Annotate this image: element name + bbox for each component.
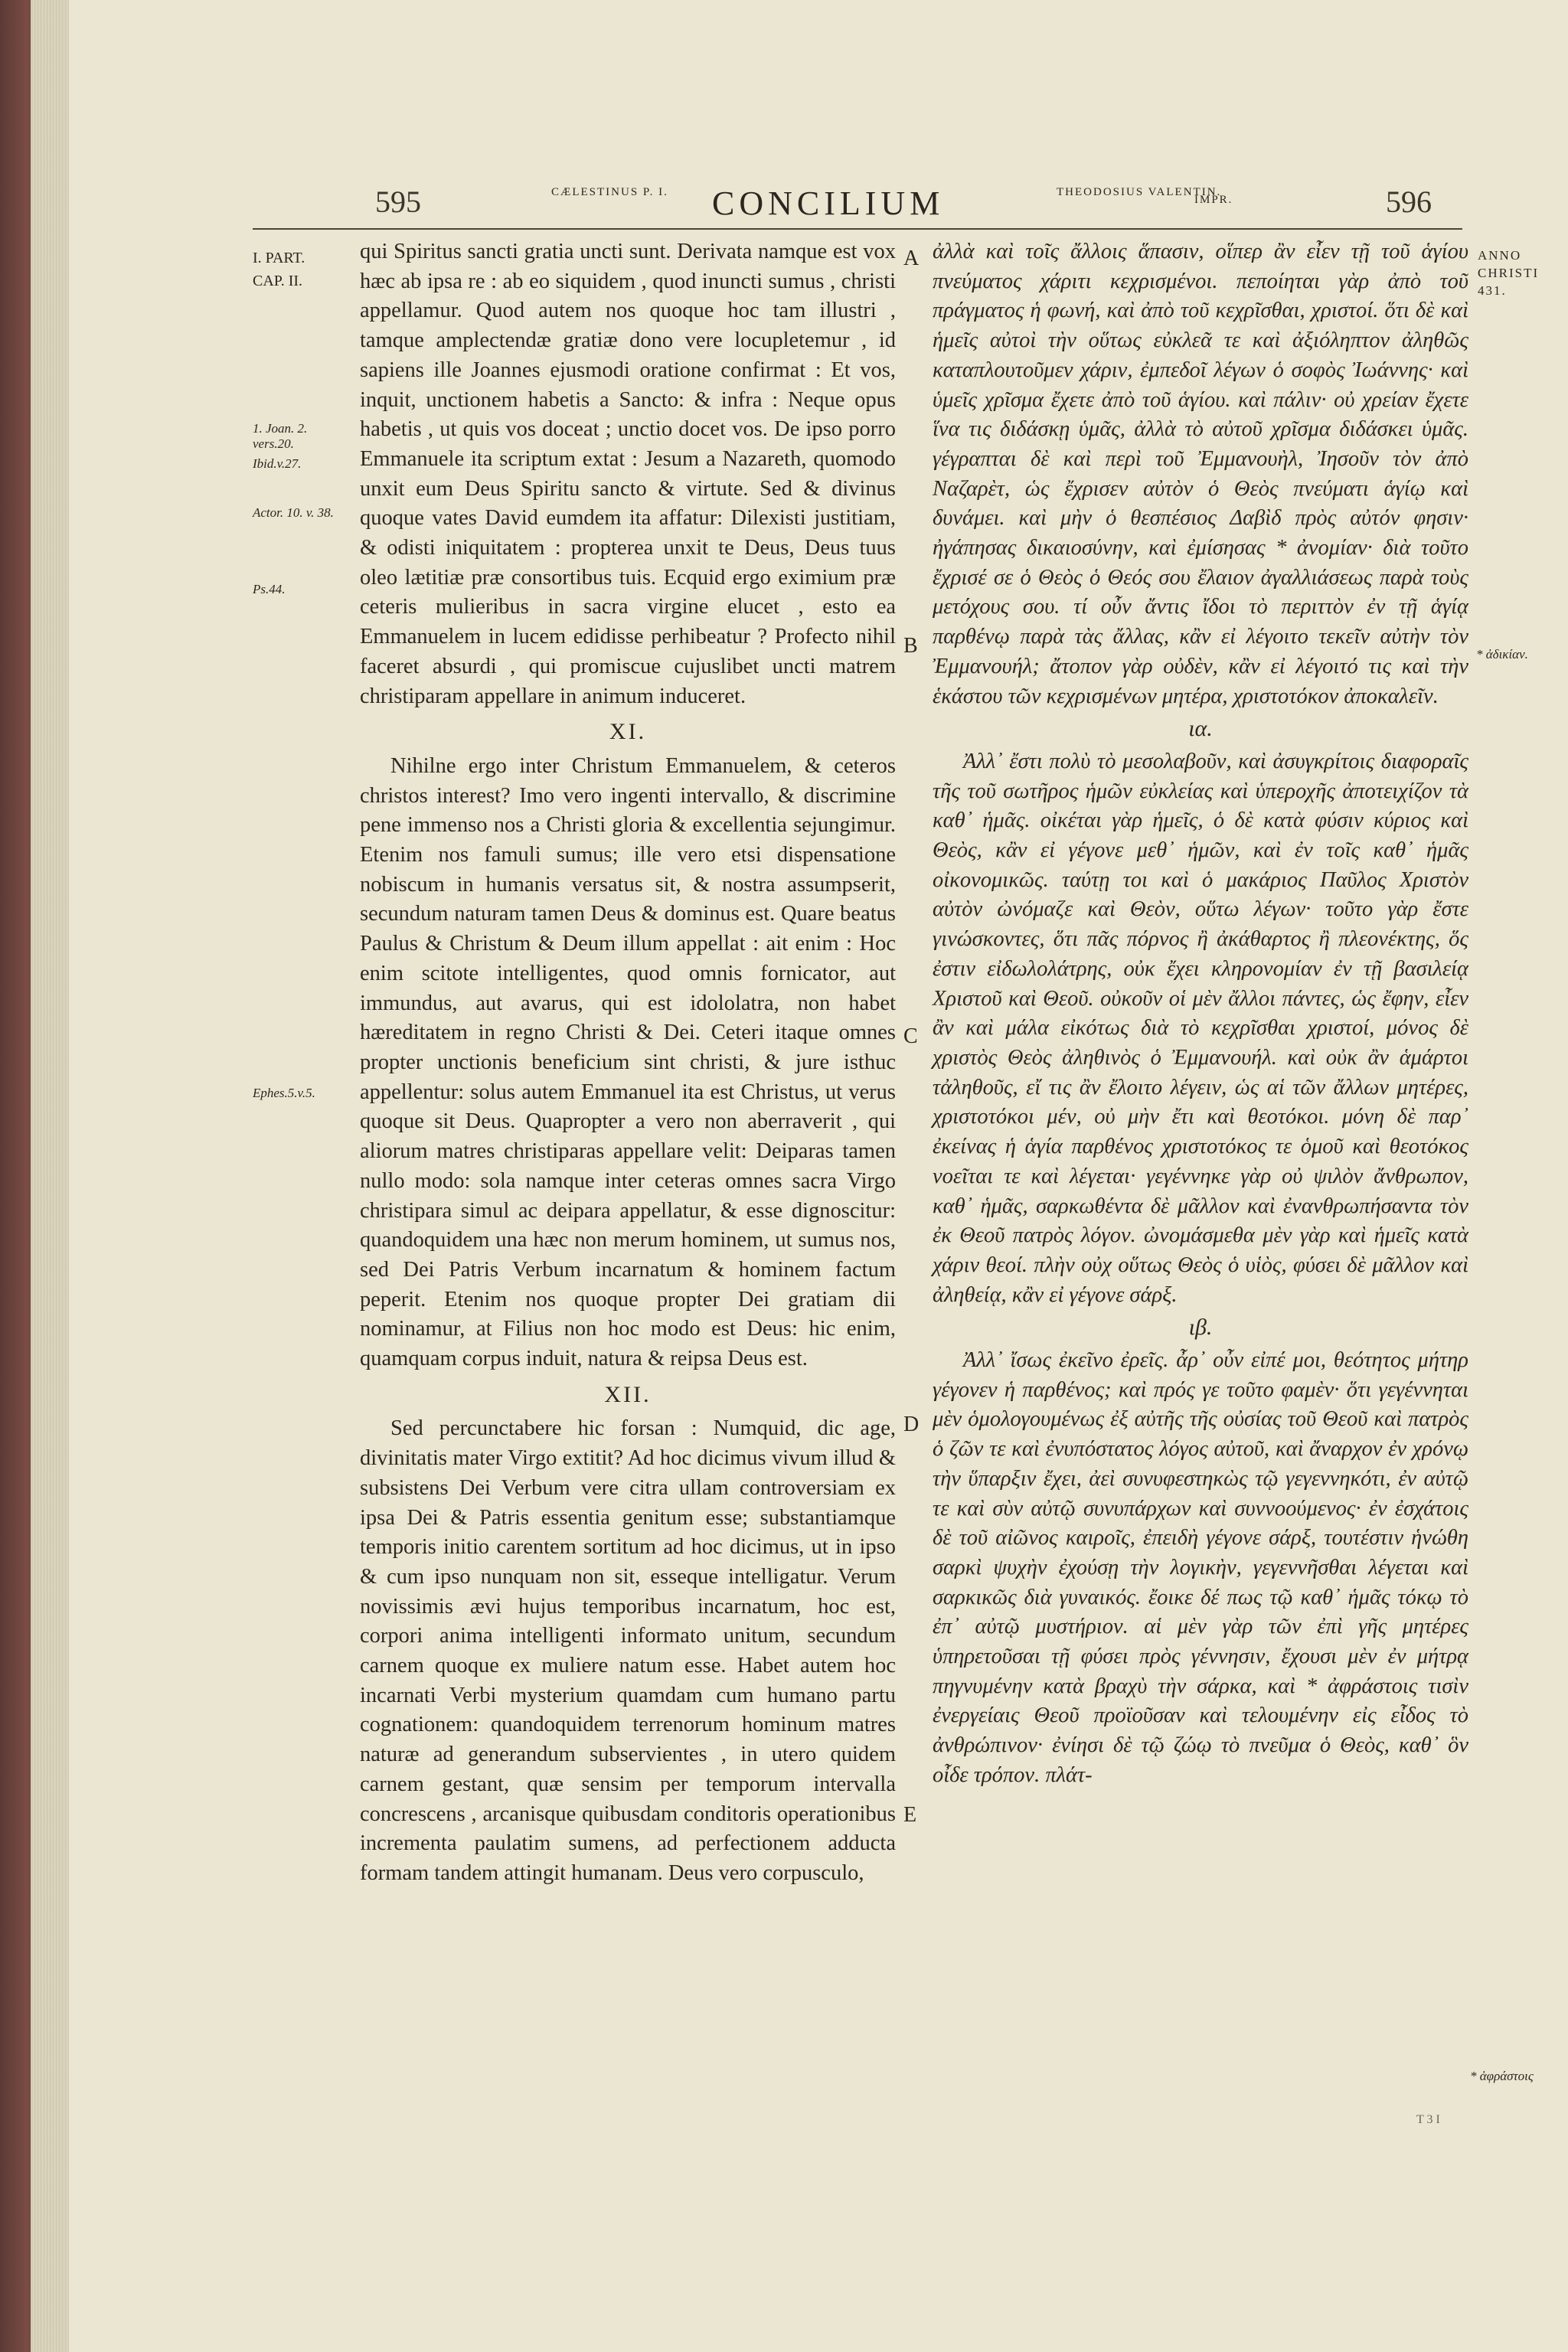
letter-d: D [903,1413,920,1436]
margin-ref-ephesians: Ephes.5.v.5. [253,1086,315,1100]
book-page [69,0,1568,2352]
part-chapter-label [253,247,345,292]
anno-christi: ANNO CHRISTI 431. [1478,248,1540,298]
margin-note-aphrastois: * ἀφράστοις [1470,2069,1534,2083]
greek-section-11: ια. [1188,716,1213,742]
letter-e: E [903,1803,917,1827]
latin-paragraph-1: qui Spiritus sancti gratia uncti sunt. Derivata namque est vox hæc ab ipsa re : ab eo siquidem , quod inuncti sumus , christi appellamur. Quod autem nos quoque hoc tam illustri , tamque amplectendæ gratiæ dono vere locupletemur , id sapiens ille Joannes ejusmodi oratione confirmat : Et vos, inquit, unctionem habetis a Sancto: & infra : Neque opus habetis , ut quis vos doceat ; unctio docet vos. De ipso porro Emmanuele ita scriptum extat : Jesum a Nazareth, quomodo unxit eum Deus Spiritu sancto & virtute. Sed & divinus quoque vates David eumdem ita affatur: Dilexisti justitiam, & odisti iniquitatem : propterea unxit te Deus, Deus tuus oleo lætitiæ præ consortibus tuis. Ecquid ergo eximium præ ceteris mulieribus in sacra virgine elucet , esto ea Emmanuelem in lucem edidisse perhibeatur ? Profecto nihil faceret absurdi , qui promiscue cujuslibet uncti matrem christiparam appellare in animum induceret. [360,240,896,708]
margin-ref-acts: Actor. 10. v. 38. [253,505,334,520]
latin-section-xi: XI. [609,719,647,745]
header-imp: IMPR. [1194,194,1233,206]
margin-ref-psalm: Ps.44. [253,582,286,596]
part-label: I. PART. [253,250,305,266]
running-header [69,184,1568,230]
header-title: CONCILIUM [712,185,945,222]
greek-section-12: ιβ. [1188,1315,1213,1341]
margin-ref-john: 1. Joan. 2. vers.20. [253,421,308,451]
chapter-label: CAP. II. [253,273,303,289]
signature-mark: T 3 I [1416,2113,1440,2126]
greek-paragraph-1: ἀλλὰ καὶ τοῖς ἄλλοις ἅπασιν, οἵπερ ἂν εἶεν τῇ τοῦ ἁγίου πνεύματος χάριτι κεχρισμένοι. πεποίηται γὰρ ἀπὸ τοῦ πράγματος ἡ φωνή, καὶ ἀπὸ τοῦ κεχρῖσθαι, χριστοί. ὅτι δὲ καὶ ἡμεῖς αὐτοὶ τὴν οὕτως εὐκλεᾶ τε καὶ ἀξιόληπτον ἀληθῶς καταπλουτοῦμεν χάριν, ἐμπεδοῖ λέγων ὁ σοφὸς Ἰωάννης· καὶ ὑμεῖς χρῖσμα ἔχετε ἀπὸ τοῦ ἁγίου. καὶ πάλιν· οὐ χρείαν ἔχετε ἵνα τις διδάσκῃ ὑμᾶς, ἀλλὰ τὸ αὐτοῦ χρῖσμα διδάσκει ὑμᾶς. γέγραπται δὲ καὶ περὶ τοῦ Ἐμμανουὴλ, Ἰησοῦν τὸν ἀπὸ Ναζαρὲτ, ὡς ἔχρισεν αὐτὸν ὁ Θεὸς πνεύματι ἁγίῳ καὶ δυνάμει. καὶ μὴν ὁ θεσπέσιος Δαβὶδ πρὸς αὐτόν φησιν· ἠγάπησας δικαιοσύνην, καὶ ἐμίσησας * ἀνομίαν· διὰ τοῦτο ἔχρισέ σε ὁ Θεὸς ὁ Θεός σου ἔλαιον ἀγαλλιάσεως παρὰ τοὺς μετόχους σου. τί οὖν ἄντις ἴδοι τὸ περιττὸν ἐν τῇ ἁγίᾳ παρθένῳ παρὰ τὰς ἄλλας, κἂν εἰ λέγοιτο τεκεῖν αὐτὴν τὸν Ἐμμανουήλ; ἄτοπον γὰρ οὐδὲν, κἂν εἰ λέγοιτό τις καὶ τὴν ἑκάστου τῶν κεχρισμένων μητέρα, χριστοτόκον ἀποκαλεῖν. [933,240,1468,708]
right-page-number: 596 [1386,185,1432,219]
margin-note-adikian: * ἀδικίαν. [1476,647,1528,662]
greek-column [933,237,1468,1791]
latin-column [360,237,896,1889]
header-emperors: THEODOSIUS VALENTIN. [1057,186,1222,198]
letter-b: B [903,634,918,658]
left-page-number: 595 [375,185,421,219]
letter-a: A [903,247,920,270]
header-pope: CÆLESTINUS P. I. [551,186,668,198]
latin-paragraph-2: Nihilne ergo inter Christum Emmanuelem, & ceteros christos interest? Imo vero ingenti intervallo, & discrimine pene immenso nos a Christi gloria & excellentia sejungimur. Etenim nos famuli sumus; ille vero etsi dispensatione nobiscum in humanis versatus sit, & nostra assumpserit, secundum naturam tamen Deus & dominus est. Quare beatus Paulus & Christum & Deum illum appellat : ait enim : Hoc enim scitote intelligentes, quod omnis fornicator, aut immundus, aut avarus, qui est idololatra, non habet hæreditatem in regno Christi & Dei. Ceteri itaque omnes propter unctionis beneficium sint christi, & jure isthuc appellentur: solus autem Emmanuel ita est Christus, ut verus quoque sit Deus. Quapropter a vero non aberraverit , qui aliorum matres christiparas appellare velit: Deiparas tamen nullo modo: sola namque inter ceteras omnes sacra Virgo christipara simul ac deipara appellatur, & esse dignoscitur: quandoquidem una hæc non merum hominem, ut sumus nos, sed Dei Patris Verbum incarnatum & hominem factum peperit. Etenim nos quoque propter Dei gratiam dii nominamur, at Filius non hoc modo est Deus: hic enim, quamquam corpus induit, natura & reipsa Deus est. [360,753,896,1371]
greek-paragraph-2: Ἀλλ᾽ ἔστι πολὺ τὸ μεσολαβοῦν, καὶ ἀσυγκρίτοις διαφοραῖς τῆς τοῦ σωτῆρος ἡμῶν εὐκλείας καὶ ὑπεροχῆς ἀποτειχίζον τὰ καθ᾽ ἡμᾶς. οἰκέται γὰρ ἡμεῖς, ὁ δὲ κατὰ φύσιν κύριος καὶ Θεὸς, κἂν εἰ γέγονε μεθ᾽ ἡμῶν, καὶ ἐν τοῖς καθ᾽ ἡμᾶς οἰκονομικῶς. ταύτῃ τοι καὶ ὁ μακάριος Παῦλος Χριστὸν αὐτὸν ὠνόμαζε καὶ Θεὸν, οὕτω λέγων· τοῦτο γὰρ ἔστε γινώσκοντες, ὅτι πᾶς πόρνος ἢ ἀκάθαρτος ἢ πλεονέκτης, ὅς ἐστιν εἰδωλολάτρης, οὐκ ἔχει κληρονομίαν ἐν τῇ βασιλείᾳ Χριστοῦ καὶ Θεοῦ. οὐκοῦν οἱ μὲν ἄλλοι πάντες, ὡς ἔφην, εἶεν ἂν καὶ μάλα εἰκότως διὰ τὸ κεχρῖσθαι χριστοί, μόνος δὲ χριστὸς Θεὸς ἀληθινὸς ὁ Ἐμμανουήλ. καὶ οὐκ ἂν ἁμάρτοι τἀληθοῦς, εἴ τις ἂν ἔλοιτο λέγειν, ὡς αἱ τῶν ἄλλων μητέρες, χριστοτόκοι μέν, οὐ μὴν ἔτι καὶ θεοτόκοι. μόνη δὲ παρ᾽ ἐκείνας ἡ ἁγία παρθένος χριστοτόκος τε ὁμοῦ καὶ θεοτόκος νοεῖται τε καὶ λέγεται· γεγέννηκε γὰρ οὐ ψιλὸν ἄνθρωπον, καθ᾽ ἡμᾶς, σαρκωθέντα δὲ μᾶλλον καὶ ἐνανθρωπήσαντα τὸν ἐκ Θεοῦ πατρὸς λόγον. ὠνομάσμεθα μὲν γὰρ καὶ ἡμεῖς κατὰ χάριν θεοί. πλὴν οὐχ οὕτως Θεὸς ὁ υἱὸς, φύσει δὲ μᾶλλον καὶ ἀληθείᾳ, κἂν εἰ γέγονε σάρξ. [933,749,1468,1307]
greek-paragraph-3: Ἀλλ᾽ ἴσως ἐκεῖνο ἐρεῖς. ἆρ᾽ οὖν εἰπέ μοι, θεότητος μήτηρ γέγονεν ἡ παρθένος; καὶ πρός γε τοῦτο φαμὲν· ὅτι γεγέννηται μὲν ὁμολογουμένως ἐξ αὐτῆς τῆς οὐσίας τοῦ Θεοῦ καὶ πατρὸς ὁ ζῶν τε καὶ ἐνυπόστατος λόγος αὐτοῦ, καὶ ἄναρχον ἐν χρόνῳ τὴν ὕπαρξιν ἔχει, ἀεὶ συνυφεστηκὼς τῷ γεγεννηκότι, ἐν αὐτῷ τε καὶ σὺν αὐτῷ συνυπάρχων καὶ συννοούμενος· ἐν ἐσχάτοις δὲ τοῦ αἰῶνος καιροῖς, ἐπειδὴ γέγονε σάρξ, τουτέστιν ἡνώθη σαρκὶ ψυχὴν ἐχούσῃ τὴν λογικὴν, γεγεννῆσθαι λέγεται καὶ σαρκικῶς διὰ γυναικός. ἔοικε δέ πως τῷ καθ᾽ ἡμᾶς τόκῳ τὸ ἐπ᾽ αὐτῷ μυστήριον. αἱ μὲν γὰρ τῶν ἐπὶ γῆς μητέρες ὑπηρετοῦσαι τῇ φύσει πρὸς γέννησιν, ἔχουσι μὲν ἐν μήτρᾳ πηγνυμένην κατὰ βραχὺ τὴν σάρκα, καὶ * ἀφράστοις τισὶν ἐνεργείαις Θεοῦ προϊοῦσαν καὶ τελουμένην εἰς εἶδος τὸ ἀνθρώπινον· ἐνίησι δὲ τῷ ζώῳ τὸ πνεῦμα ὁ Θεὸς, καθ᾽ ὃν οἶδε τρόπον. πλάτ- [933,1348,1468,1787]
latin-section-xii: XII. [604,1381,652,1407]
header-rule [253,228,1462,230]
margin-ref-ibid: Ibid.v.27. [253,456,302,471]
letter-c: C [903,1024,918,1048]
latin-paragraph-3: Sed percunctabere hic forsan : Numquid, dic age, divinitatis mater Virgo extitit? Ad hoc dicimus vivum illud & subsistens Dei Verbum vere citra ullam controversiam ex ipsa Dei & Patris essentia genitum esse; substantiamque temporis initio carentem sortitum ad hoc dicimus, ut in ipso & cum ipso nunquam non sit, esseque intelligatur. Verum novissimis ævi hujus temporibus incarnatum, hoc est, corpori anima intelligenti informato unitum, secundum carnem quoque ex muliere natum esse. Habet autem hoc incarnati Verbi mysterium quamdam cum humano partu cognationem: quandoquidem terrenorum hominum matres naturæ ad generandum subservientes , in utero quidem carnem gestant, quæ sensim per temporum intervalla concrescens , arcanisque quibusdam conditoris operationibus incrementa paulatim sumens, ad perfectionem adducta formam tandem attingit humanam. Deus vero corpusculo, [360,1416,896,1885]
